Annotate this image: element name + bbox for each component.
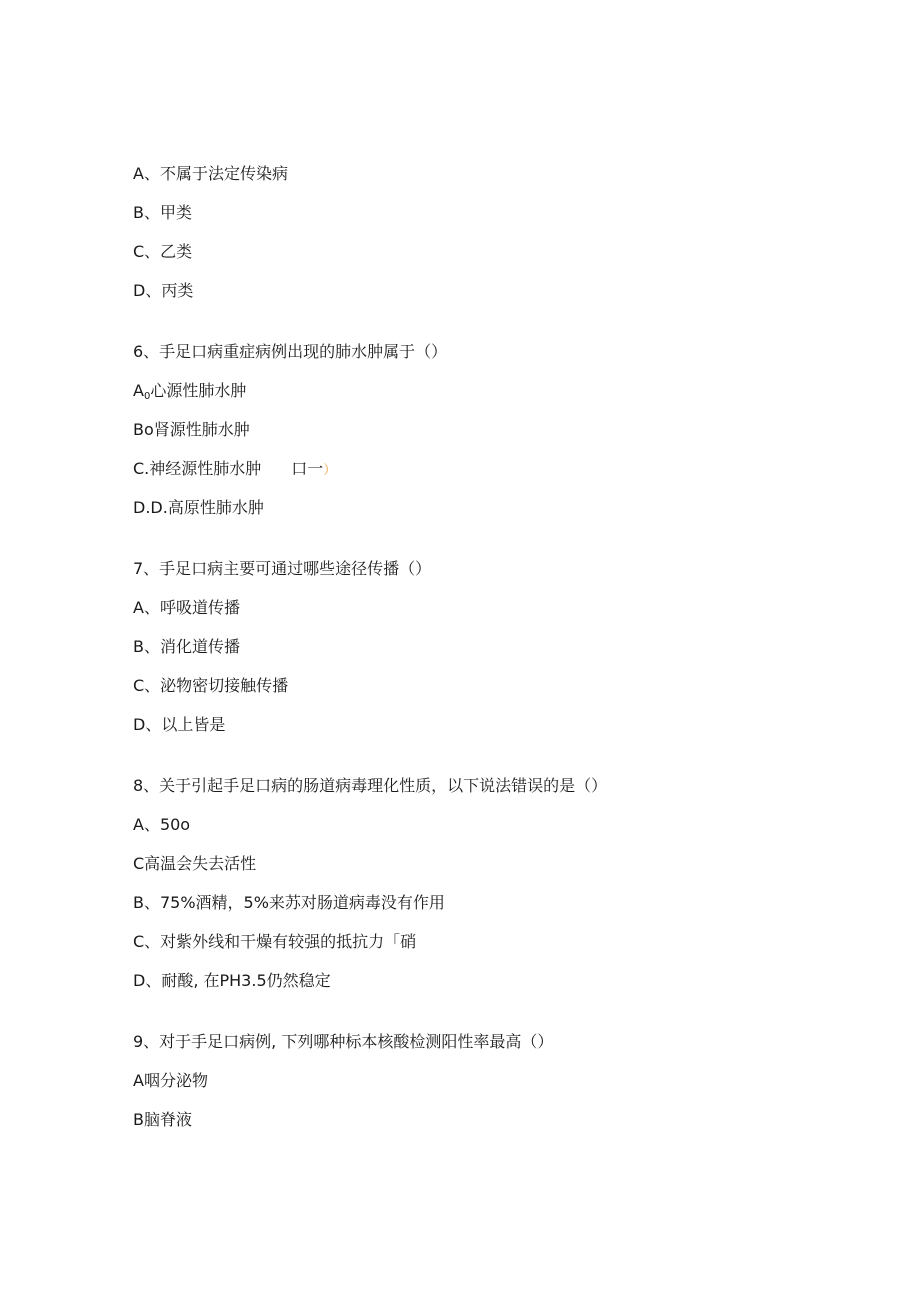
- q7-question: 7、手足口病主要可通过哪些途径传播（）: [133, 559, 432, 578]
- q5-option-d: D、丙类: [133, 281, 194, 300]
- q8-option-d: D、耐酸, 在PH3.5仍然稳定: [133, 971, 331, 990]
- q6-question: 6、手足口病重症病例出现的肺水肿属于（）: [133, 342, 448, 361]
- q8-option-b: B、75%酒精，5%来苏对肠道病毒没有作用: [133, 893, 445, 912]
- q6-option-c-text: C.神经源性肺水肿: [133, 459, 262, 478]
- q5-option-b: B、甲类: [133, 203, 192, 222]
- q6-option-c: [133, 458, 336, 482]
- q8-option-c: C、对紫外线和干燥有较强的抵抗力「硝: [133, 932, 417, 951]
- q9-option-a: A咽分泌物: [133, 1071, 208, 1090]
- q5-option-c: C、乙类: [133, 242, 193, 261]
- q6-option-a-subscript: 0: [143, 391, 151, 402]
- q6-option-d: D.D.高原性肺水肿: [133, 498, 264, 517]
- q7-option-c: C、泌物密切接触传播: [133, 676, 289, 695]
- q6-option-b: Bo肾源性肺水肿: [133, 420, 250, 439]
- q7-option-d: D、以上皆是: [133, 715, 226, 734]
- q6-option-a: [133, 380, 246, 408]
- q5-option-a: A、不属于法定传染病: [133, 164, 288, 183]
- q8-option-c-extra: C高温会失去活性: [133, 854, 257, 873]
- q9-question: 9、对于手足口病例, 下列哪种标本核酸检测阳性率最高（）: [133, 1032, 554, 1051]
- q8-option-a: A、50o: [133, 815, 191, 834]
- q9-option-b: B脑脊液: [133, 1110, 192, 1129]
- q6-option-c-mark: 口一: [291, 459, 324, 478]
- q6-option-c-mark-paren: ）: [323, 463, 337, 478]
- q8-question: 8、关于引起手足口病的肠道病毒理化性质，以下说法错误的是（）: [133, 776, 608, 795]
- q7-option-a: A、呼吸道传播: [133, 598, 240, 617]
- q6-option-a-letter: A: [133, 381, 144, 400]
- q6-option-a-text: 心源性肺水肿: [150, 381, 247, 400]
- q7-option-b: B、消化道传播: [133, 637, 240, 656]
